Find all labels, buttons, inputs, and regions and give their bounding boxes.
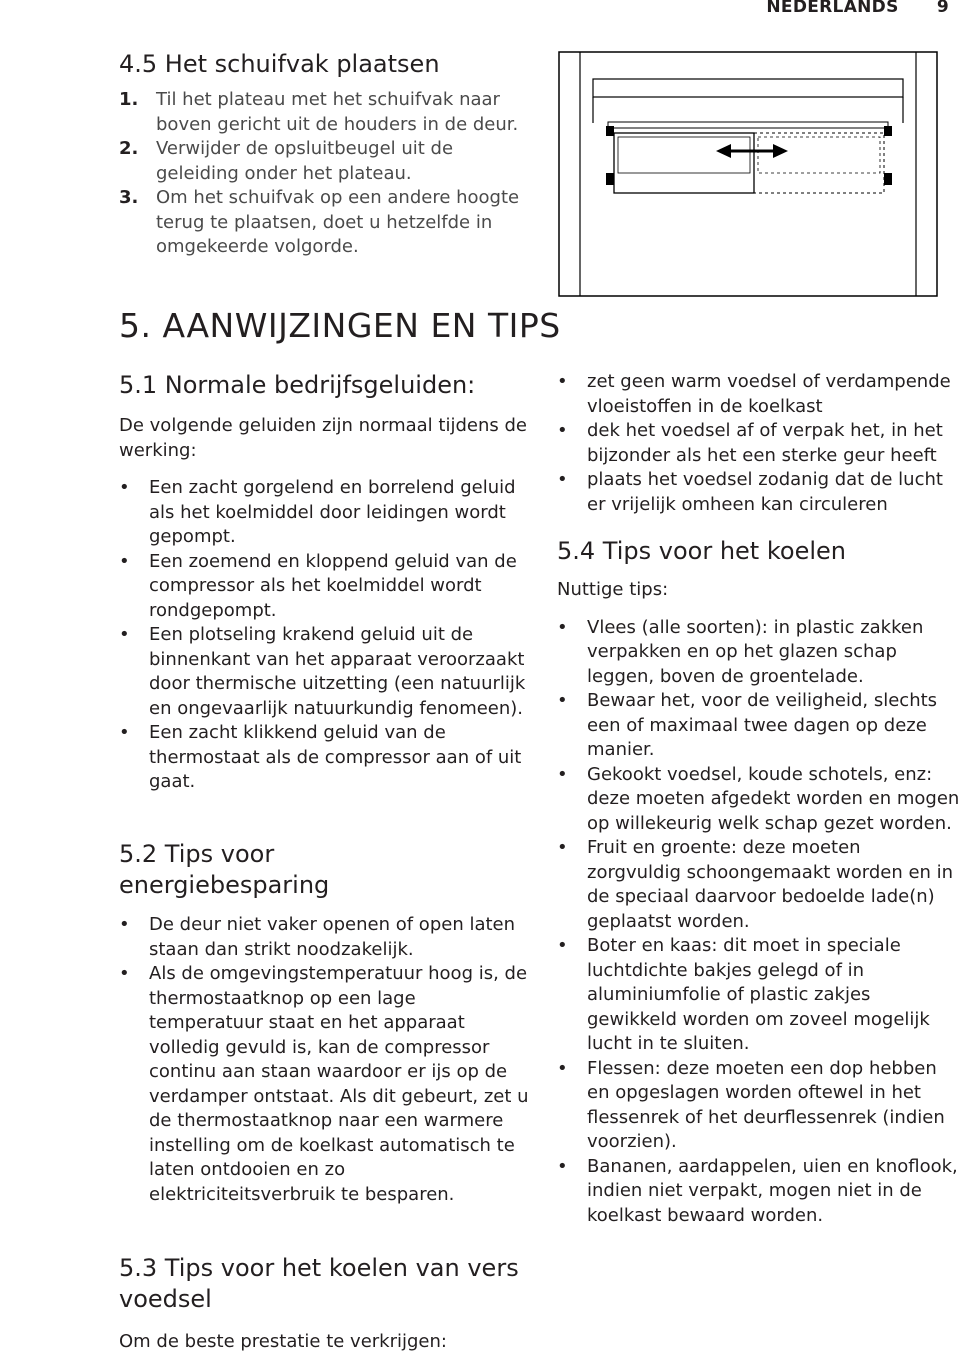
list-item: • Een plotseling krakend geluid uit de binnenkant van het apparaat veroorzaakt door thermische uitzetting (een natuurlijk en ongevaarlijk natuurkundig fenomeen). (119, 623, 529, 721)
list-item: • Een zacht klikkend geluid van de thermostaat als de compressor aan of uit gaat. (119, 721, 529, 795)
step-text: Om het schuifvak op een andere hoogte terug te plaatsen, doet u hetzelfde in omgekeerde volgorde. (156, 187, 520, 257)
step-list (119, 88, 529, 260)
list-item: • dek het voedsel af of verpak het, in het bijzonder als het een sterke geur heeft (557, 419, 960, 468)
step-number: 3. (119, 187, 139, 208)
list-item: • Een zacht gorgelend en borrelend geluid als het koelmiddel door leidingen wordt gepompt. (119, 476, 529, 550)
list-item: • De deur niet vaker openen of open laten staan dan strikt noodzakelijk. (119, 913, 529, 962)
list-item: • Boter en kaas: dit moet in speciale luchtdichte bakjes gelegd of in aluminiumfolie of plastic zakjes gewikkeld worden om zoveel mogelijk lucht in te sluiten. (557, 934, 960, 1057)
section-5-1 (119, 370, 529, 795)
list-item: • Bewaar het, voor de veiligheid, slechts een of maximaal twee dagen op deze manier. (557, 689, 960, 763)
header-language: NEDERLANDS (766, 0, 899, 17)
cooling-tips-list (557, 616, 960, 1229)
section-5-2-body (119, 913, 529, 1207)
step-item (119, 186, 529, 260)
section-4-5 (119, 49, 529, 260)
chapter-title: 5. AANWIJZINGEN EN TIPS (119, 306, 561, 345)
list-item: • Gekookt voedsel, koude schotels, enz: deze moeten afgedekt worden en mogen op willekeurig welk schap gezet worden. (557, 763, 960, 837)
list-item: • Bananen, aardappelen, uien en knoflook, indien niet verpakt, mogen niet in de koelkast bewaard worden. (557, 1155, 960, 1229)
section-5-1-title: 5.1 Normale bedrijfsgeluiden: (119, 371, 476, 399)
list-item: • Vlees (alle soorten): in plastic zakken verpakken en op het glazen schap leggen, boven de groentelade. (557, 616, 960, 690)
section-5-2 (119, 839, 419, 901)
section-5-3-intro: Om de beste prestatie te verkrijgen: (119, 1331, 447, 1352)
list-item: • Een zoemend en kloppend geluid van de compressor als het koelmiddel wordt rondgepompt. (119, 550, 529, 624)
section-5-4-intro: Nuttige tips: (557, 579, 669, 600)
section-5-3-title: 5.3 Tips voor het koelen van vers voedsel (119, 1254, 519, 1313)
step-item (119, 88, 529, 137)
fresh-food-list (557, 370, 960, 517)
section-5-1-intro: De volgende geluiden zijn normaal tijdens de werking: (119, 415, 527, 461)
page-number: 9 (936, 0, 949, 17)
list-item: • Fruit en groente: deze moeten zorgvuldig schoongemaakt worden en in de speciaal daarvoor bedoelde lade(n) geplaatst worden. (557, 836, 960, 934)
section-5-4-title: 5.4 Tips voor het koelen (557, 537, 846, 565)
drawer-illustration (558, 51, 938, 297)
step-item (119, 137, 529, 186)
step-number: 2. (119, 138, 139, 159)
energy-list (119, 913, 529, 1207)
step-text: Til het plateau met het schuifvak naar boven gericht uit de houders in de deur. (156, 89, 519, 135)
section-5-3 (119, 1253, 519, 1355)
noise-list (119, 476, 529, 795)
step-number: 1. (119, 89, 139, 110)
right-column (557, 370, 960, 1228)
section-4-5-title: 4.5 Het schuifvak plaatsen (119, 50, 440, 78)
page-header (766, 0, 949, 17)
list-item: • Flessen: deze moeten een dop hebben en opgeslagen worden oftewel in het flessenrek of het deurflessenrek (indien voorzien). (557, 1057, 960, 1155)
list-item: • Als de omgevingstemperatuur hoog is, de thermostaatknop op een lage temperatuur staat en het apparaat volledig gevuld is, kan de compressor continu aan staan waardoor er ijs op de verdamper ontstaat. Als dit gebeurt, zet u de thermostaatknop naar een warmere instelling om de koelkast automatisch te laten ontdooien en zo elektriciteitsverbruik te besparen. (119, 962, 529, 1207)
step-text: Verwijder de opsluitbeugel uit de geleiding onder het plateau. (156, 138, 454, 184)
list-item: • plaats het voedsel zodanig dat de lucht er vrijelijk omheen kan circuleren (557, 468, 960, 517)
section-5-2-title: 5.2 Tips voor energiebesparing (119, 840, 330, 899)
list-item: • zet geen warm voedsel of verdampende vloeistoffen in de koelkast (557, 370, 960, 419)
